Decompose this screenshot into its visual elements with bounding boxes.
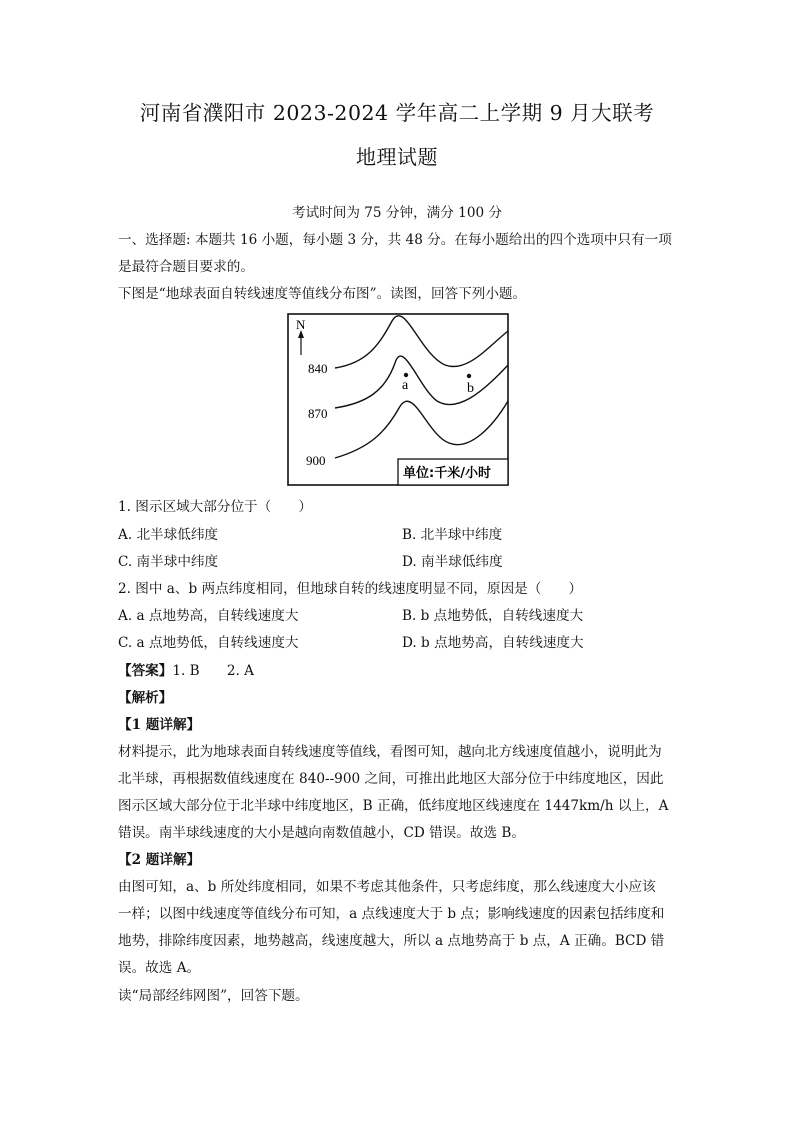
exam-info: 考试时间为 75 分钟，满分 100 分 xyxy=(291,205,503,221)
question-1-option-b[interactable]: B. 北半球中纬度 xyxy=(402,527,503,543)
answer-label: 【答案】 xyxy=(118,663,173,679)
detail-1-line: 材料提示，此为地球表面自转线速度等值线，看图可知，越向北方线速度值越小，说明此为 xyxy=(118,744,662,760)
question-2-option-c[interactable]: C. a 点地势低，自转线速度大 xyxy=(118,635,299,651)
question-2-option-b[interactable]: B. b 点地势低，自转线速度大 xyxy=(402,608,584,624)
detail-1-label: 【1 题详解】 xyxy=(118,717,201,733)
isoline-figure xyxy=(287,313,509,486)
contour-label-900: 900 xyxy=(306,453,326,468)
answer-line xyxy=(118,661,254,681)
section-instructions-line1: 一、选择题: 本题共 16 小题，每小题 3 分，共 48 分。在每小题给出的四个选项中只有一项 xyxy=(118,232,672,248)
figure-intro: 下图是“地球表面自转线速度等值线分布图”。读图，回答下列小题。 xyxy=(118,286,527,302)
question-2-option-d[interactable]: D. b 点地势高，自转线速度大 xyxy=(402,635,584,651)
unit-label: 单位:千米/小时 xyxy=(403,466,491,481)
point-a-marker xyxy=(404,373,408,377)
detail-2-label: 【2 题详解】 xyxy=(118,852,201,868)
north-label: N xyxy=(296,317,306,332)
detail-2-line: 地势，排除纬度因素，地势越高，线速度越大，所以 a 点地势高于 b 点，A 正确。BCD 错 xyxy=(118,933,665,949)
document-subtitle: 地理试题 xyxy=(356,145,438,169)
question-1-option-a[interactable]: A. 北半球低纬度 xyxy=(118,527,219,543)
document-title: 河南省濮阳市 2023-2024 学年高二上学期 9 月大联考 xyxy=(139,101,655,125)
next-question-intro: 读“局部经纬网图”，回答下题。 xyxy=(118,988,309,1004)
question-1-stem: 1. 图示区域大部分位于（ ） xyxy=(118,499,313,515)
question-2-option-a[interactable]: A. a 点地势高，自转线速度大 xyxy=(118,608,299,624)
analysis-label: 【解析】 xyxy=(118,690,173,706)
contour-label-870: 870 xyxy=(308,406,328,421)
detail-2-line: 误。故选 A。 xyxy=(118,960,201,976)
point-a-label: a xyxy=(402,378,409,393)
detail-1-line: 图示区域大部分位于北半球中纬度地区，B 正确，低纬度地区线速度在 1447km/h 以上，A xyxy=(118,798,669,814)
section-instructions-line2: 是最符合题目要求的。 xyxy=(118,259,254,275)
detail-2-line: 由图可知，a、b 所处纬度相同，如果不考虑其他条件，只考虑纬度，那么线速度大小应该 xyxy=(118,879,656,895)
point-b-marker xyxy=(467,374,471,378)
detail-2-line: 一样；以图中线速度等值线分布可知，a 点线速度大于 b 点；影响线速度的因素包括纬度和 xyxy=(118,906,665,922)
detail-1-line: 北半球，再根据数值线速度在 840--900 之间，可推出此地区大部分位于中纬度地区，因此 xyxy=(118,771,664,787)
detail-1-line: 错误。南半球线速度的大小是越向南数值越小，CD 错误。故选 B。 xyxy=(118,825,525,841)
point-b-label: b xyxy=(467,381,474,396)
question-2-stem: 2. 图中 a、b 两点纬度相同，但地球自转的线速度明显不同，原因是（ ） xyxy=(118,581,583,597)
question-1-option-c[interactable]: C. 南半球中纬度 xyxy=(118,554,219,570)
isoline-map xyxy=(287,313,509,486)
question-1-option-d[interactable]: D. 南半球低纬度 xyxy=(402,554,503,570)
contour-label-840: 840 xyxy=(308,361,328,376)
answer-text: 1. B 2. A xyxy=(172,663,254,679)
